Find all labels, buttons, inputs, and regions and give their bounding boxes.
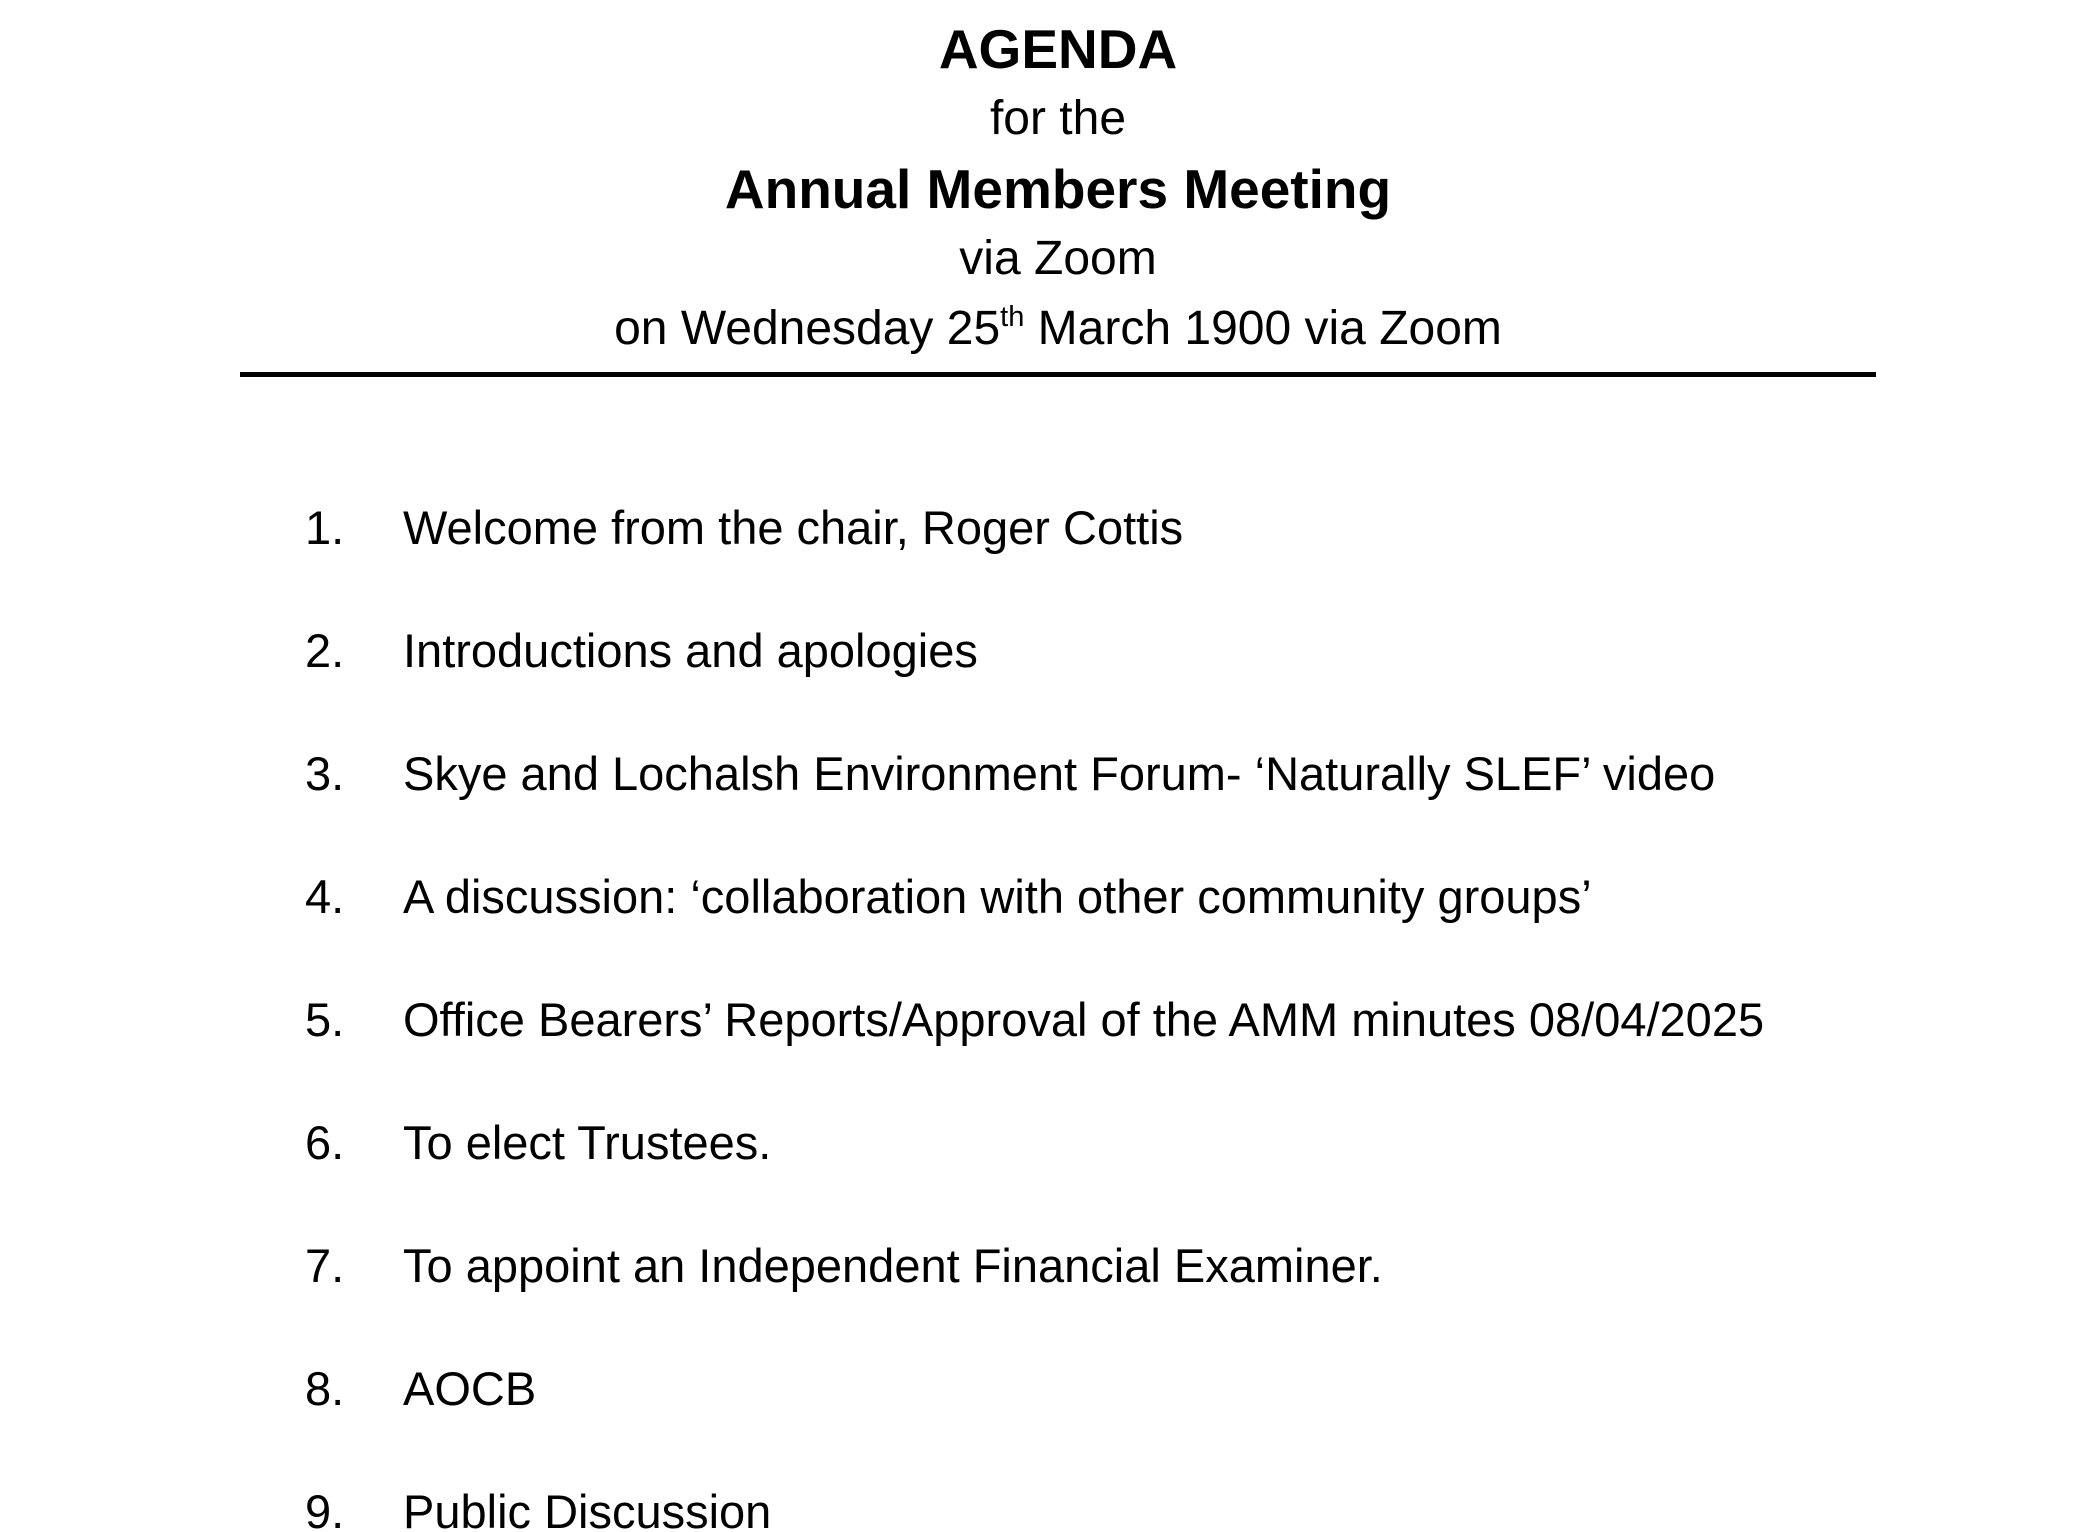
agenda-item-1 [305,499,1876,556]
item-text: AOCB [403,1362,537,1415]
item-text: To appoint an Independent Financial Examiner. [403,1239,1383,1292]
item-number: 8. [305,1362,345,1415]
item-number: 4. [305,870,345,923]
date-prefix: on Wednesday 25 [614,302,1001,355]
item-number: 6. [305,1116,345,1169]
item-number: 7. [305,1239,345,1292]
item-number: 1. [305,501,345,554]
meeting-title: Annual Members Meeting [724,158,1392,220]
agenda-item-9 [305,1483,1876,1532]
item-number: 5. [305,993,345,1046]
item-number: 3. [305,747,345,800]
meeting-date-line [240,294,1876,370]
agenda-item-8 [305,1360,1876,1417]
agenda-item-2 [305,622,1876,679]
item-text: Public Discussion [403,1485,772,1532]
item-text: Skye and Lochalsh Environment Forum- ‘Naturally SLEF’ video [403,747,1716,800]
agenda-item-4 [305,868,1876,925]
agenda-item-3 [305,745,1876,802]
item-number: 2. [305,624,345,677]
item-text: Office Bearers’ Reports/Approval of the AMM minutes 08/04/2025 [403,993,1765,1046]
item-text: Welcome from the chair, Roger Cottis [403,501,1184,554]
agenda-item-6 [305,1114,1876,1171]
page-title: AGENDA [938,18,1178,80]
date-suffix: March 1900 via Zoom [1024,302,1502,355]
agenda-list [240,499,1876,1532]
document-header [240,14,1876,370]
item-text: Introductions and apologies [403,624,978,677]
header-divider [240,372,1876,377]
item-number: 9. [305,1485,345,1532]
header-subline-via-zoom: via Zoom [959,232,1157,285]
item-text: To elect Trustees. [403,1116,772,1169]
agenda-item-5 [305,991,1876,1048]
agenda-item-7 [305,1237,1876,1294]
header-subline-for-the: for the [989,92,1127,145]
date-ordinal-suffix: th [1000,301,1025,333]
item-text: A discussion: ‘collaboration with other community groups’ [403,870,1592,923]
